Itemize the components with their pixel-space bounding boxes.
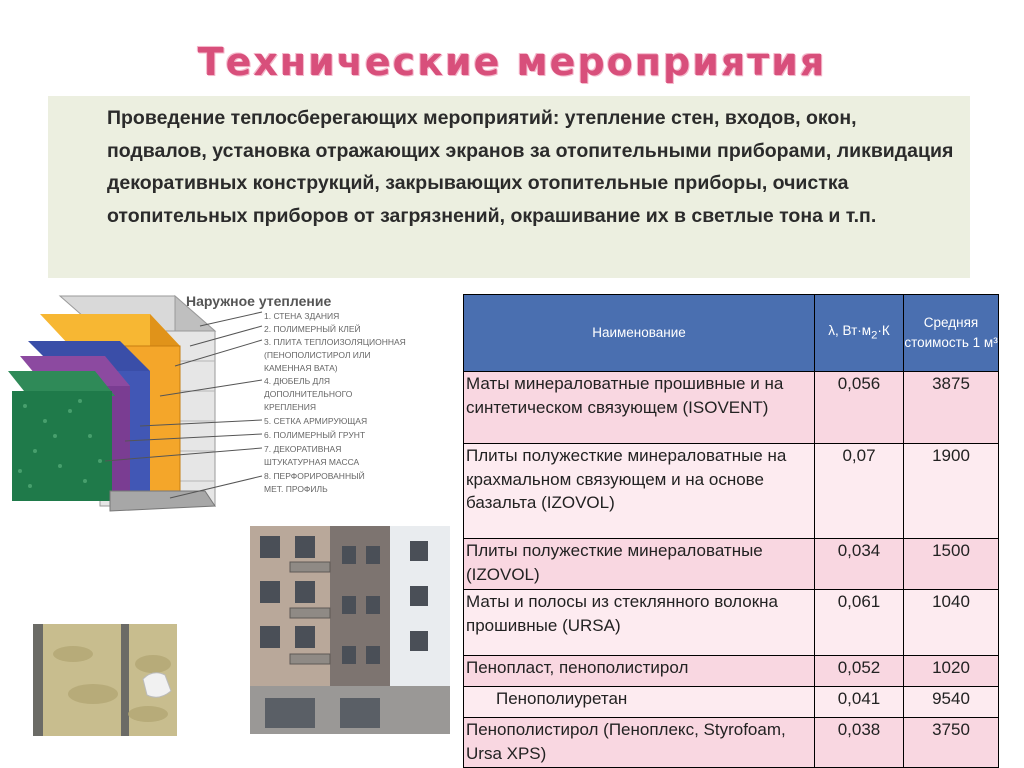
table-row [464,444,999,539]
table-row [464,656,999,687]
row-lambda: 0,052 [815,656,904,687]
diagram-label: (ПЕНОПОЛИСТИРОЛ ИЛИ [264,350,371,360]
header-lambda-text: λ, Вт·м [828,322,872,338]
diagram-label: 1. СТЕНА ЗДАНИЯ [264,311,340,321]
row-cost: 1040 [904,590,999,656]
table-row [464,539,999,590]
row-lambda: 0,038 [815,718,904,768]
diagram-label: КРЕПЛЕНИЯ [264,402,317,412]
row-cost: 9540 [904,687,999,718]
header-lambda [815,295,904,372]
row-cost: 1500 [904,539,999,590]
row-name: Маты минераловатные прошивные и на синтетическом связующем (ISOVENT) [464,372,815,444]
intro-text: Проведение теплосберегающих мероприятий: утепление стен, входов, окон, подвалов, установка отражающих экранов за отопительными приборами, ликвидация декоративных конструкций, закрывающих отопительные приборы, очистка отопительных приборов от загрязнений, окрашивание их в светлые тона и т.п. [107,107,954,227]
table-row [464,718,999,768]
diagram-label: 8. ПЕРФОРИРОВАННЫЙ [264,471,365,481]
diagram-label: МЕТ. ПРОФИЛЬ [264,484,328,494]
mineral-wool-photo [33,624,177,736]
row-lambda: 0,041 [815,687,904,718]
slide-title: Технические мероприятия [197,40,827,84]
row-name: Пенополиуретан [464,687,815,718]
row-cost: 1020 [904,656,999,687]
wall-insulation-diagram [0,286,450,518]
diagram-label: ДОПОЛНИТЕЛЬНОГО [264,389,353,399]
row-cost: 3875 [904,372,999,444]
row-name: Маты и полосы из стеклянного волокна прошивные (URSA) [464,590,815,656]
table-row [464,590,999,656]
table-header-row [464,295,999,372]
diagram-label: 2. ПОЛИМЕРНЫЙ КЛЕЙ [264,324,361,334]
diagram-title: Наружное утепление [186,293,332,309]
intro-box [48,96,970,278]
diagram-label: 6. ПОЛИМЕРНЫЙ ГРУНТ [264,430,366,440]
diagram-label: 7. ДЕКОРАТИВНАЯ [264,444,342,454]
row-lambda: 0,061 [815,590,904,656]
row-cost: 3750 [904,718,999,768]
row-name: Пенопласт, пенополистирол [464,656,815,687]
building-photo [250,526,450,734]
row-lambda: 0,034 [815,539,904,590]
header-cost: Средняя стоимость 1 м³ [904,295,999,372]
header-lambda-sub: 2 [871,329,878,342]
table-row [464,372,999,444]
diagram-label: 4. ДЮБЕЛЬ ДЛЯ [264,376,331,386]
table-row [464,687,999,718]
diagram-label: ШТУКАТУРНАЯ МАССА [264,457,360,467]
diagram-label: 3. ПЛИТА ТЕПЛОИЗОЛЯЦИОННАЯ [264,337,406,347]
row-lambda: 0,056 [815,372,904,444]
diagram-label: 5. СЕТКА АРМИРУЮЩАЯ [264,416,368,426]
insulation-table [463,294,999,768]
row-name: Плиты полужесткие минераловатные на крахмальном связующем и на основе базальта (IZOVOL) [464,444,815,539]
row-name: Плиты полужесткие минераловатные (IZOVOL) [464,539,815,590]
header-lambda-tail: ·К [877,322,890,338]
row-lambda: 0,07 [815,444,904,539]
row-cost: 1900 [904,444,999,539]
diagram-label: КАМЕННАЯ ВАТА) [264,363,338,373]
row-name: Пенополистирол (Пеноплекс, Styrofoam, Ursa XPS) [464,718,815,768]
header-name: Наименование [464,295,815,372]
